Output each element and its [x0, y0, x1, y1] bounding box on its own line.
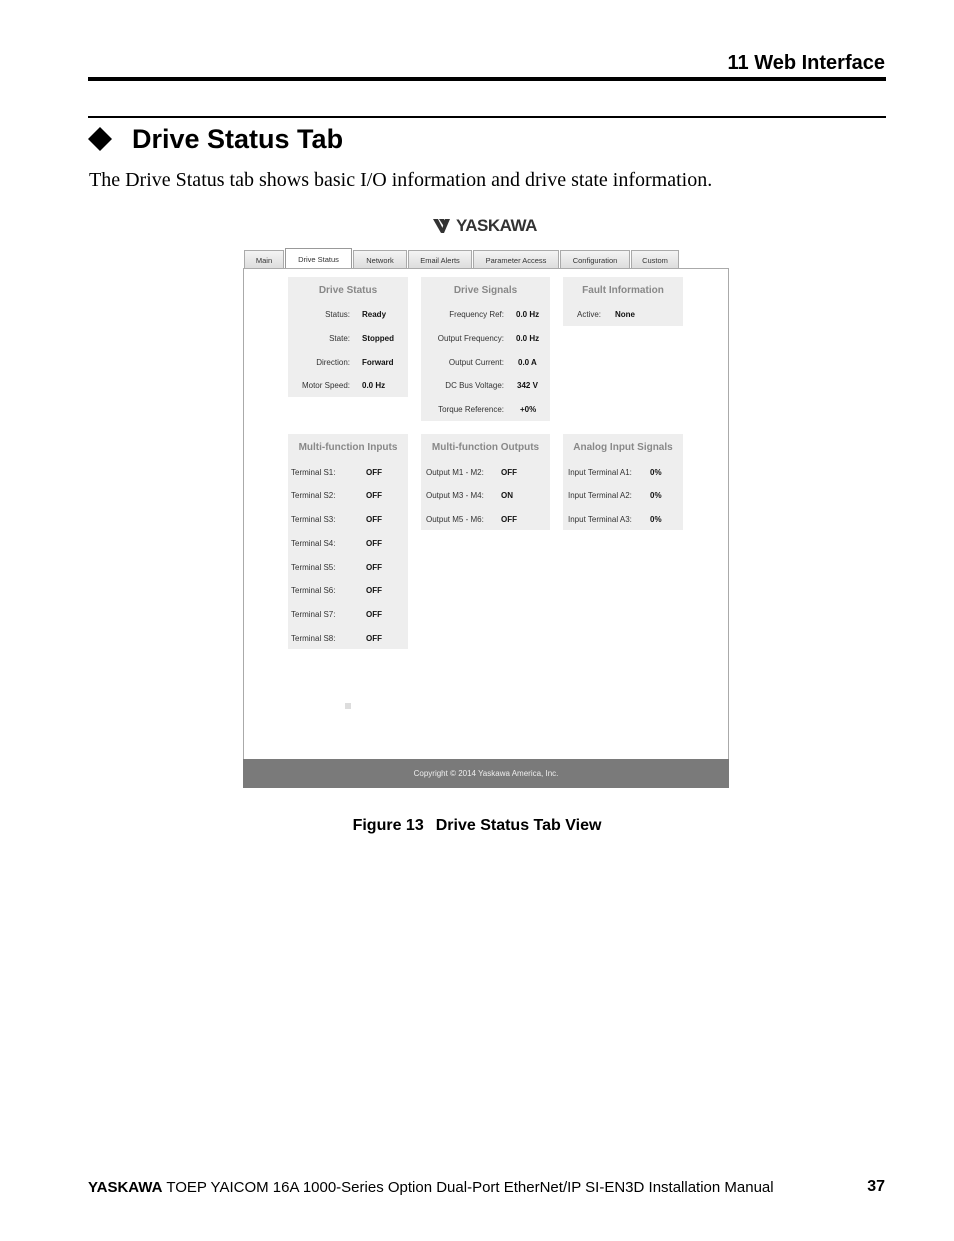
panel-title: Drive Status: [318, 285, 378, 296]
row-label: Terminal S1:: [291, 468, 336, 477]
tab-bar: [244, 248, 680, 269]
row-value: 0%: [650, 491, 662, 500]
panel-title: Multi-function Inputs: [298, 442, 398, 453]
row-label: Terminal S4:: [291, 539, 336, 548]
panel-title: Analog Input Signals: [573, 442, 673, 453]
footer-text: TOEP YAICOM 16A 1000-Series Option Dual-Port EtherNet/IP SI-EN3D Installation Manual: [162, 1179, 774, 1196]
row-label: Terminal S2:: [291, 491, 336, 500]
row-label: Active:: [577, 310, 602, 319]
mf-inputs-panel: [288, 434, 408, 649]
row-label: Output M3 - M4:: [426, 491, 484, 500]
row-label: Terminal S5:: [291, 563, 336, 572]
row-value: Forward: [362, 358, 394, 367]
logo-text: YASKAWA: [456, 216, 537, 235]
row-label: Torque Reference:: [438, 405, 504, 414]
row-value: OFF: [366, 468, 382, 477]
row-value: 342 V: [517, 381, 538, 390]
row-label: Terminal S8:: [291, 634, 336, 643]
row-label: Input Terminal A1:: [568, 468, 632, 477]
figure-number: Figure 13: [352, 817, 424, 834]
row-label: Output M1 - M2:: [426, 468, 484, 477]
row-value: 0.0 A: [518, 358, 537, 367]
tab-drive-status[interactable]: Drive Status: [285, 248, 352, 269]
tab-main[interactable]: Main: [244, 250, 284, 269]
yaskawa-mark-icon: [433, 217, 453, 235]
row-value: 0.0 Hz: [516, 310, 540, 319]
row-label: Terminal S3:: [291, 515, 336, 524]
mf-outputs-panel: [421, 434, 550, 530]
row-value: 0.0 Hz: [516, 334, 540, 343]
row-label: Input Terminal A3:: [568, 515, 632, 524]
panel-title: Drive Signals: [453, 285, 518, 296]
row-value: OFF: [366, 539, 382, 548]
row-value: OFF: [366, 563, 382, 572]
row-value: OFF: [366, 515, 382, 524]
row-label: Motor Speed:: [301, 381, 350, 390]
row-label: Frequency Ref:: [449, 310, 504, 319]
row-label: State:: [329, 334, 350, 343]
section-rule: [88, 116, 886, 118]
chapter-header: 11 Web Interface: [727, 52, 885, 74]
figure-caption: [0, 817, 954, 835]
row-label: Status:: [325, 310, 350, 319]
row-label: Output M5 - M6:: [426, 515, 484, 524]
tab-email-alerts[interactable]: Email Alerts: [408, 250, 472, 269]
panel-title: Multi-function Outputs: [431, 442, 540, 453]
copyright-bar: Copyright © 2014 Yaskawa America, Inc.: [243, 759, 729, 788]
row-value: 0.0 Hz: [362, 381, 386, 390]
tab-parameter-access[interactable]: Parameter Access: [473, 250, 559, 269]
figure-title: Drive Status Tab View: [435, 817, 602, 834]
row-value: 0%: [650, 468, 662, 477]
row-value: OFF: [366, 586, 382, 595]
tab-custom[interactable]: Custom: [631, 250, 679, 269]
row-value: OFF: [366, 610, 382, 619]
tab-network[interactable]: Network: [353, 250, 407, 269]
placeholder-square: [345, 703, 351, 709]
page-number: 37: [867, 1178, 885, 1195]
row-label: Output Frequency:: [437, 334, 504, 343]
header-rule: [88, 77, 886, 81]
drive-signals-panel: [421, 277, 550, 421]
diamond-icon: [88, 127, 112, 151]
row-label: Direction:: [316, 358, 350, 367]
tab-configuration[interactable]: Configuration: [560, 250, 630, 269]
yaskawa-logo: [433, 214, 537, 238]
row-value: 0%: [650, 515, 662, 524]
row-value: +0%: [520, 405, 537, 414]
analog-inputs-panel: [563, 434, 683, 530]
row-value: Ready: [362, 310, 387, 319]
row-value: OFF: [366, 491, 382, 500]
row-label: Output Current:: [448, 358, 504, 367]
row-label: DC Bus Voltage:: [445, 381, 504, 390]
row-value: OFF: [366, 634, 382, 643]
row-value: OFF: [501, 468, 517, 477]
row-value: Stopped: [362, 334, 394, 343]
section-title: Drive Status Tab: [132, 124, 344, 154]
row-label: Input Terminal A2:: [568, 491, 632, 500]
row-value: None: [615, 310, 635, 319]
row-value: ON: [501, 491, 513, 500]
row-value: OFF: [501, 515, 517, 524]
fault-information-panel: [563, 277, 683, 326]
row-label: Terminal S7:: [291, 610, 336, 619]
intro-paragraph: The Drive Status tab shows basic I/O information and drive state information.: [89, 169, 713, 191]
row-label: Terminal S6:: [291, 586, 336, 595]
drive-status-panel: [288, 277, 408, 397]
footer-brand: YASKAWA: [88, 1179, 163, 1196]
panel-title: Fault Information: [582, 285, 664, 296]
page-footer: [88, 1179, 774, 1196]
